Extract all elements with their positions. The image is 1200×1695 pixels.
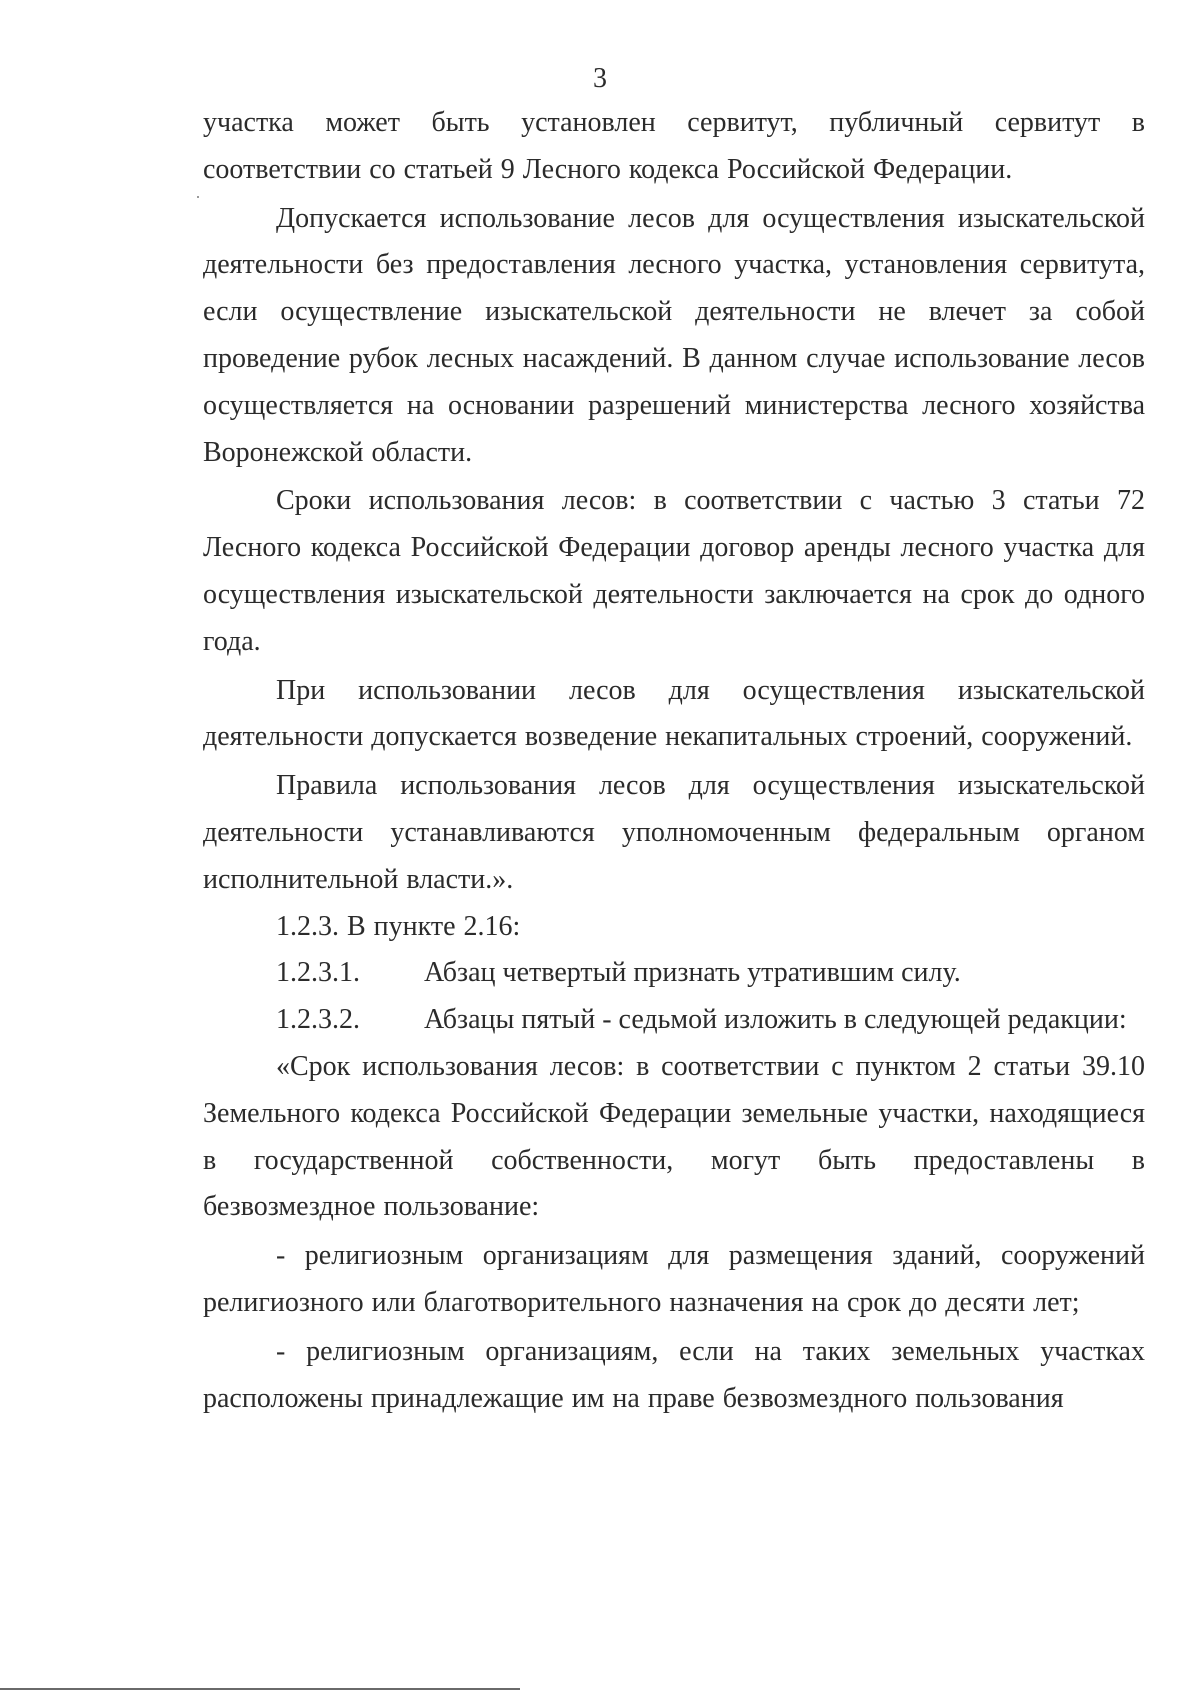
scan-artifact [197,196,199,198]
quote-paragraph: «Срок использования лесов: в соответствии с пунктом 2 статьи 39.10 Земельного кодекса Российской Федерации земельные участки, находящиеся в государственной собственности, могут быть предоставлены в безвозмездное пользование: [203,1050,1145,1223]
quote-list-item: - религиозным организациям, если на таких земельных участках расположены принадлежащие им на праве безвозмездного пользования [203,1335,1145,1414]
clause-item [203,997,1145,1044]
paragraph-use-rules: Правила использования лесов для осуществления изыскательской деятельности устанавливаются уполномоченным федеральным органом исполнительной власти.». [203,770,1145,895]
clause-item-text: Абзац четвертый признать утратившим силу. [424,957,961,989]
quote-list-item: - религиозным организациям для размещения зданий, сооружений религиозного или благотворительного назначения на срок до десяти лет; [203,1240,1145,1318]
clause-item-number: 1.2.3.1. [276,957,360,989]
paragraph-survey-use: Допускается использование лесов для осуществления изыскательской деятельности без предоставления лесного участка, установления сервитута, если осуществление изыскательской деятельности не влечет за собой проведение рубок лесных насаждений. В данном случае использование лесов осуществляется на основании разрешений министерства лесного хозяйства Воронежской области. [203,202,1145,468]
clause-item-text: Абзацы пятый - седьмой изложить в следующей редакции: [424,1004,1127,1036]
paragraph-temporary-structures: При использовании лесов для осуществления изыскательской деятельности допускается возведение некапитальных строений, сооружений. [203,674,1145,753]
page-number: 3 [593,63,607,94]
paragraph-use-terms: Сроки использования лесов: в соответствии с частью 3 статьи 72 Лесного кодекса Российской Федерации договор аренды лесного участка для осуществления изыскательской деятельности заключается на срок до одного года. [203,485,1145,657]
clause-heading: 1.2.3. В пункте 2.16: [276,910,521,942]
clause-item [203,950,1145,997]
clause-item-number: 1.2.3.2. [276,1004,360,1036]
document-body [203,100,1145,1422]
paragraph-continuation: участка может быть установлен сервитут, публичный сервитут в соответствии со статьей 9 Лесного кодекса Российской Федерации. [203,107,1145,185]
bottom-rule [0,1688,520,1690]
